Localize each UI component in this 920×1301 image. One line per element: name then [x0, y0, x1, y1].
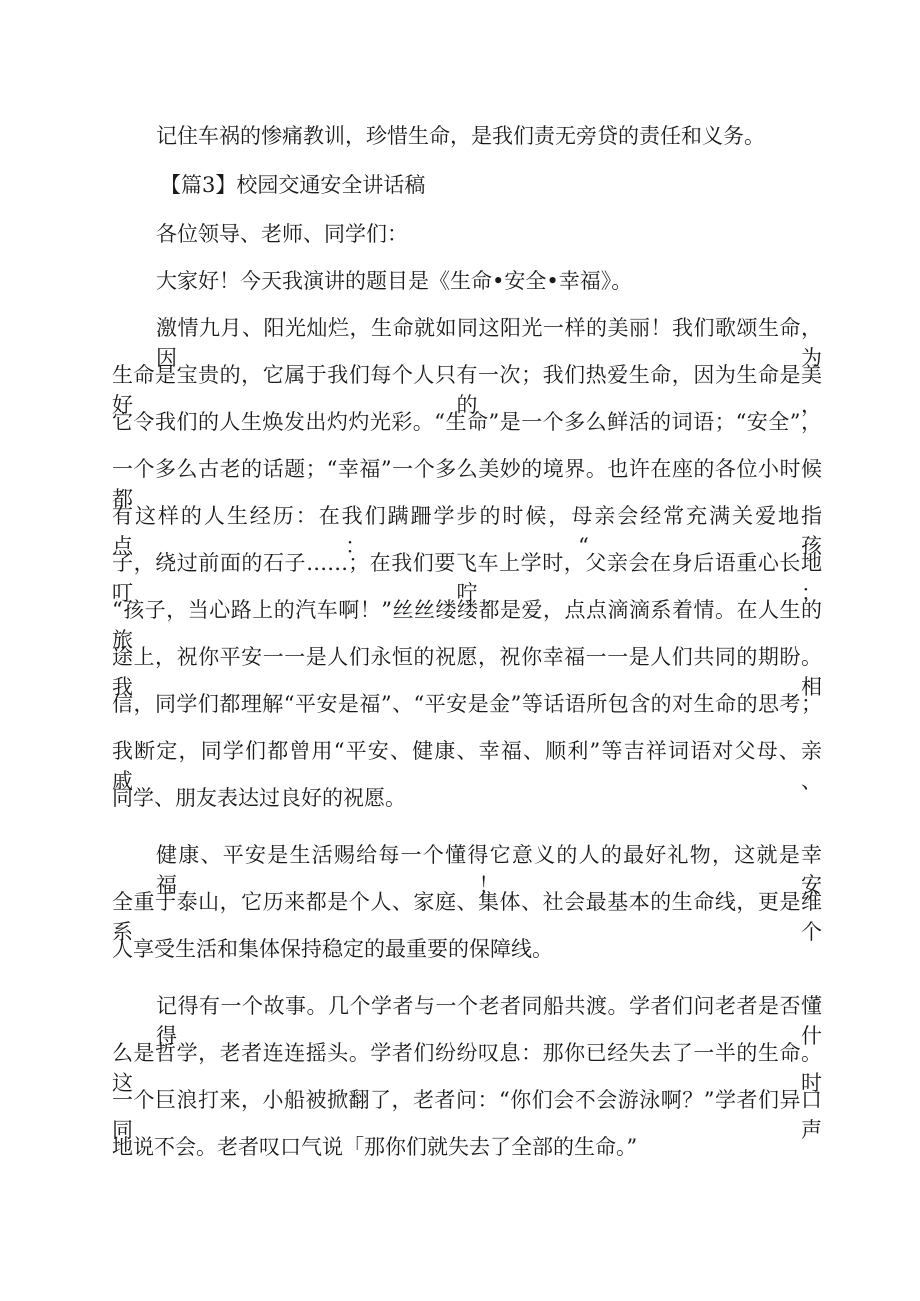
- text-line: 生命是宝贵的，它属于我们每个人只有一次；我们热爱生命，因为生命是美好的，: [112, 363, 822, 417]
- text-line: 么是哲学，老者连连摇头。学者们纷纷叹息：那你已经失去了一半的生命。这时: [112, 1041, 822, 1095]
- text-line: 我断定，同学们都曾用“平安、健康、幸福、顺利”等吉祥词语对父母、亲戚、: [112, 739, 822, 793]
- section-heading: 【篇3】校园交通安全讲话稿: [160, 173, 426, 197]
- text-line: 一个多么古老的话题；“幸福”一个多么美妙的境界。也许在座的各位小时候都: [112, 457, 822, 511]
- text-line: 激情九月、阳光灿烂，生命就如同这阳光一样的美丽！我们歌颂生命，因为: [156, 316, 822, 370]
- paragraph-closing-line: 记住车祸的惨痛教训，珍惜生命，是我们责无旁贷的责任和义务。: [156, 124, 765, 148]
- text-line: 信，同学们都理解“平安是福”、“平安是金”等话语所包含的对生命的思考；: [112, 692, 822, 716]
- salutation-line: 各位领导、老师、同学们：: [156, 222, 408, 246]
- text-line: 有这样的人生经历：在我们蹒跚学步的时候，母亲会经常充满关爱地指点：“孩: [112, 504, 822, 558]
- text-line: 全重于泰山，它历来都是个人、家庭、集体、社会最基本的生命线，更是维系个: [112, 890, 822, 944]
- text-line: 子，绕过前面的石子……；在我们要飞车上学时，父亲会在身后语重心长地叮咛：: [112, 551, 822, 605]
- text-line: 地说不会。老者叹口气说「那你们就失去了全部的生命。”: [112, 1135, 638, 1159]
- greeting-line: 大家好！今天我演讲的题目是《生命•安全•幸福》。: [156, 269, 633, 293]
- text-line: 记得有一个故事。几个学者与一个老者同船共渡。学者们问老者是否懂得什: [156, 994, 822, 1048]
- text-line: 人享受生活和集体保持稳定的最重要的保障线。: [112, 937, 553, 961]
- text-line: “孩子，当心路上的汽车啊！”丝丝缕缕都是爱，点点滴滴系着情。在人生的旅: [112, 598, 822, 652]
- text-line: 健康、平安是生活赐给每一个懂得它意义的人的最好礼物，这就是幸福！安: [156, 843, 822, 897]
- text-line: 同学、朋友表达过良好的祝愿。: [112, 786, 406, 810]
- text-line: 它令我们的人生焕发出灼灼光彩。“生命”是一个多么鲜活的词语；“安全”，: [112, 410, 822, 434]
- text-line: 一个巨浪打来，小船被掀翻了，老者问：“你们会不会游泳啊？”学者们异口同声: [112, 1088, 822, 1142]
- text-line: 途上，祝你平安一一是人们永恒的祝愿，祝你幸福一一是人们共同的期盼。我相: [112, 645, 822, 699]
